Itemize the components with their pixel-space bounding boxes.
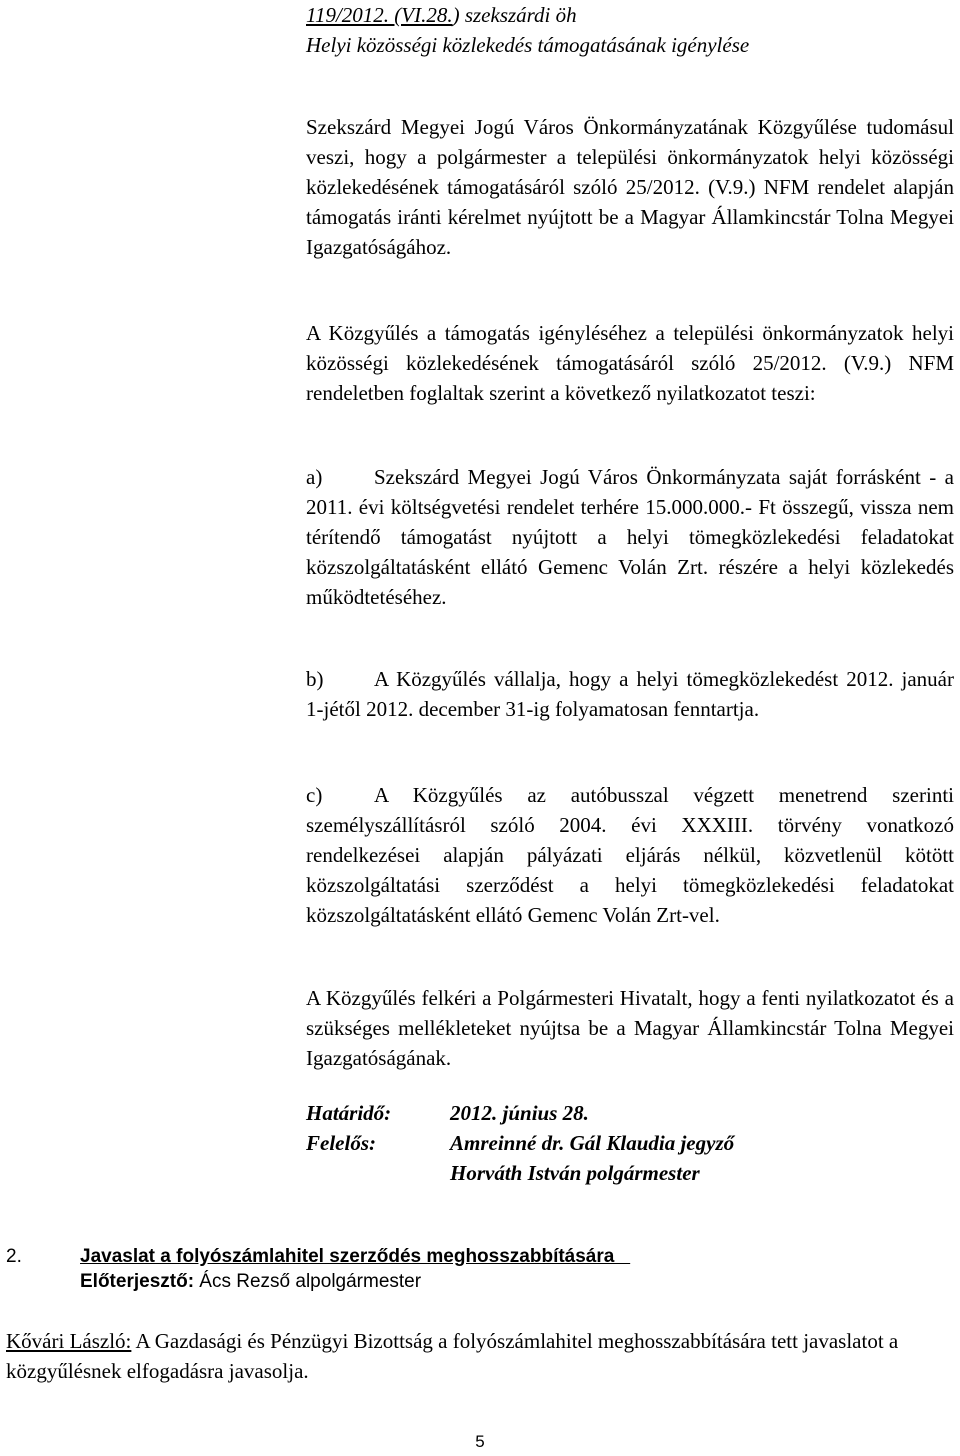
list-label-c: c) [306, 783, 323, 807]
list-item-a [306, 462, 954, 612]
list-label-b: b) [306, 667, 324, 691]
presenter-label: Előterjesztő: [80, 1271, 195, 1292]
page-number: 5 [475, 1432, 485, 1451]
list-text-c: A Közgyűlés az autóbusszal végzett menetrend szerinti személyszállításról szóló 2004. évi XXXIII. törvény vonatkozó rendelkezései alapján pályázati eljárás nélkül, közvetlenül kötött közszolgáltatási szerződést a helyi tömegközlekedési feladatokat közszolgáltatásként ellátó Gemenc Volán Zrt-vel. [306, 783, 954, 927]
list-text-b: A Közgyűlés vállalja, hogy a helyi tömegközlekedést 2012. január 1-jétől 2012. december 31-ig folyamatosan fenntartja. [306, 667, 954, 721]
responsible-person-1: Amreinné dr. Gál Klaudia jegyző [450, 1131, 735, 1155]
speech-text: A Gazdasági és Pénzügyi Bizottság a folyószámlahitel meghosszabbítására tett javaslatot a közgyűlésnek elfogadásra javasolja. [6, 1329, 899, 1383]
speech-paragraph [6, 1326, 954, 1386]
resolution-reference [306, 0, 946, 30]
deadline-value: 2012. június 28. [450, 1101, 589, 1125]
speaker-name: Kővári László: [6, 1329, 132, 1353]
list-label-a: a) [306, 465, 323, 489]
deadline-label: Határidő: [306, 1101, 392, 1125]
list-item-c [306, 780, 954, 930]
paragraph-declaration-intro: A Közgyűlés a támogatás igényléséhez a települési önkormányzatok helyi közösségi közlekedésének támogatásáról szóló 25/2012. (V.9.) NFM rendeletben foglaltak szerint a következő nyilatkozatot teszi: [306, 321, 954, 405]
presenter-line [80, 1270, 421, 1294]
paragraph-request: A Közgyűlés felkéri a Polgármesteri Hivatalt, hogy a fenti nyilatkozatot és a szükséges mellékleteket nyújtsa be a Magyar Államkincstár Tolna Megyei Igazgatóságának. [306, 986, 954, 1070]
list-text-a: Szekszárd Megyei Jogú Város Önkormányzata saját forrásként - a 2011. évi költségvetési rendelet terhére 15.000.000.- Ft összegű, vissza nem térítendő támogatást nyújtott a helyi tömegközlekedési feladatokat közszolgáltatásként ellátó Gemenc Volán Zrt. részére a helyi közlekedés működtetéséhez. [306, 465, 954, 609]
resolution-number: 119/2012. (VI.28. [306, 3, 453, 27]
resolution-title: Helyi közösségi közlekedés támogatásának igénylése [306, 33, 750, 57]
resolution-suffix: ) szekszárdi öh [452, 3, 577, 27]
section-title: Javaslat a folyószámlahitel szerződés meghosszabbítására [80, 1246, 631, 1267]
responsible-label: Felelős: [306, 1131, 376, 1155]
deadline-block [306, 1098, 954, 1188]
presenter-name: Ács Rezső alpolgármester [194, 1271, 422, 1292]
list-item-b [306, 664, 954, 724]
paragraph-acknowledgement: Szekszárd Megyei Jogú Város Önkormányzatának Közgyűlése tudomásul veszi, hogy a polgármester a települési önkormányzatok helyi közösségi közlekedésének támogatásáról szóló 25/2012. (V.9.) NFM rendelet alapján támogatás iránti kérelmet nyújtott be a Magyar Államkincstár Tolna Megyei Igazgatóságához. [306, 115, 954, 259]
responsible-person-2: Horváth István polgármester [450, 1161, 700, 1185]
section-number: 2. [6, 1246, 22, 1267]
